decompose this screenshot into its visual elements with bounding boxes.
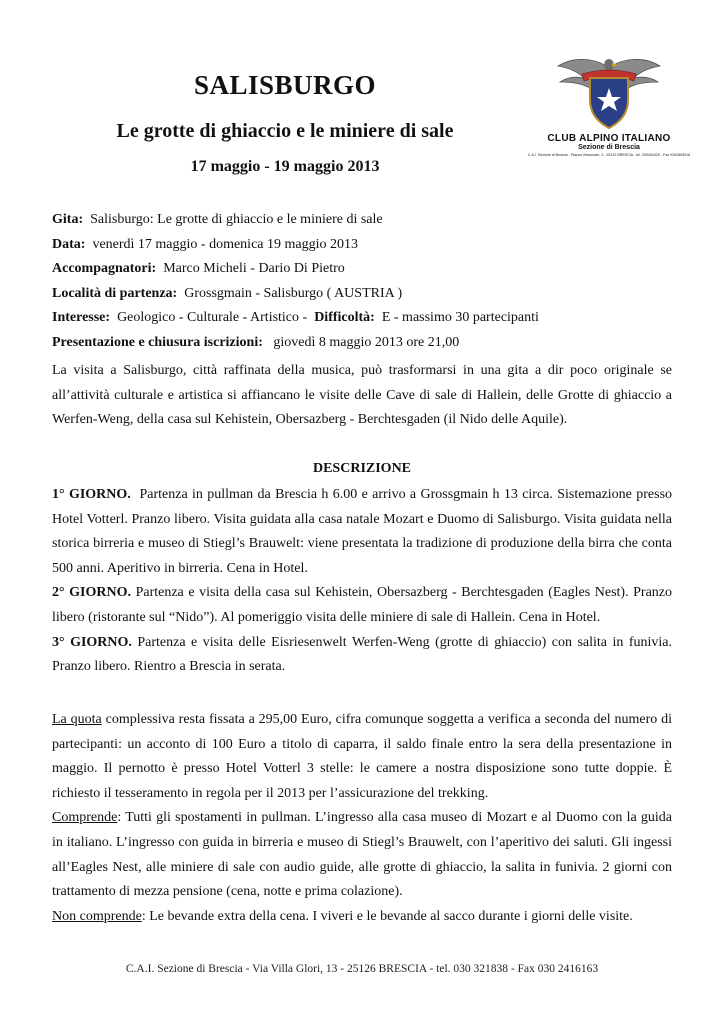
field-data-label: Data:	[52, 236, 86, 252]
field-presentazione-label: Presentazione e chiusura iscrizioni:	[52, 334, 263, 350]
logo-address: C.A.I. Sezione di Brescia - Piazza Vescovato, 3 - 25122 BRESCIA - tel. 030404420 - Fax 0302809918	[527, 153, 691, 157]
itinerary	[52, 483, 672, 680]
field-interesse-label: Interesse:	[52, 310, 111, 325]
field-interesse-value: Geologico - Culturale - Artistico -	[117, 310, 308, 325]
quota-text: complessiva resta fissata a 295,00 Euro, cifra comunque soggetta a verifica a seconda del numero di partecipanti: un acconto di 100 Euro a titolo di caparra, il saldo finale entro la sera della presentazione in maggio. Il pernotto è presso Hotel Votterl 3 stelle: le camere a nostra disposizione sono tutte doppie. È richiesto il tesseramento in regola per il 2013 per l’assicurazione del trekking.	[52, 712, 673, 801]
day-2-label: 2° GIORNO.	[52, 585, 131, 601]
field-accompagnatori-label: Accompagnatori:	[52, 261, 157, 276]
cai-logo	[500, 54, 718, 162]
field-data-value: venerdì 17 maggio - domenica 19 maggio 2013	[92, 236, 358, 252]
day-3-label: 3° GIORNO.	[52, 634, 132, 650]
field-accompagnatori-value: Marco Micheli - Dario Di Pietro	[163, 261, 345, 276]
quota-label: La quota	[52, 712, 102, 727]
non-comprende-paragraph	[52, 905, 672, 930]
page-footer: C.A.I. Sezione di Brescia - Via Villa Glori, 13 - 25126 BRESCIA - tel. 030 321838 - Fax 030 2416163	[125, 963, 599, 975]
trip-dates: 17 maggio - 19 maggio 2013	[190, 158, 380, 175]
field-interesse	[52, 306, 672, 331]
comprende-label: Comprende	[52, 810, 118, 826]
quota-paragraph	[52, 708, 672, 806]
day-1-text: Partenza in pullman da Brescia h 6.00 e arrivo a Grossgmain h 13 circa. Sistemazione presso Hotel Votterl. Pranzo libero. Visita guidata alla casa natale Mozart e Duomo di Salisburgo. Visita guidata nella storica birreria e museo di Stiegl’s Brauwelt: viene presentata la tradizione di produzione della birra che conta 500 anni. Aperitivo in birreria. Cena in Hotel.	[52, 487, 673, 576]
comprende-paragraph	[52, 806, 672, 904]
field-difficolta-value: E - massimo 30 partecipanti	[381, 310, 539, 325]
eagle-shield-star-icon	[552, 54, 666, 132]
field-partenza-label: Località di partenza:	[52, 285, 178, 301]
day-3-text: Partenza e visita delle Eisriesenwelt Werfen-Weng (grotte di ghiaccio) con salita in funivia. Pranzo libero. Rientro a Brescia in serata.	[52, 634, 672, 675]
field-difficolta-label: Difficoltà:	[314, 310, 375, 325]
page-title: SALISBURGO	[193, 70, 377, 100]
day-1-label: 1° GIORNO.	[52, 487, 131, 502]
logo-section: Sezione di Brescia	[578, 144, 640, 151]
non-comprende-label: Non comprende	[52, 908, 142, 924]
trip-details	[52, 208, 672, 355]
day-2-text: Partenza e visita della casa sul Kehistein, Obersazberg - Berchtesgaden (Eagles Nest). Pranzo libero (ristorante sul “Nido”). Al pomeriggio visita delle miniere di sale di Hallein. Cena in Hotel.	[52, 585, 673, 625]
field-data	[52, 233, 672, 258]
non-comprende-text: : Le bevande extra della cena. I viveri e le bevande al sacco durante i giorni delle visite.	[141, 908, 633, 924]
page-subtitle: Le grotte di ghiaccio e le miniere di sale	[116, 120, 454, 142]
field-gita-label: Gita:	[52, 212, 84, 227]
logo-club-name: CLUB ALPINO ITALIANO	[547, 133, 671, 144]
day-1	[52, 483, 672, 581]
field-presentazione-value: giovedì 8 maggio 2013 ore 21,00	[273, 334, 460, 350]
descrizione-heading: DESCRIZIONE	[312, 461, 412, 476]
quota-section	[52, 708, 672, 929]
intro-paragraph: La visita a Salisburgo, città raffinata della musica, può trasformarsi in una gita a dir poco originale se all’attività culturale e artistica si affiancano le visite delle Cave di sale di Hallein, delle Grotte di ghiaccio a Werfen-Weng, della casa sul Kehistein, Obersazberg - Berchtesgaden (il Nido delle Aquile).	[52, 363, 672, 428]
day-3	[52, 631, 672, 680]
field-gita-value: Salisburgo: Le grotte di ghiaccio e le miniere di sale	[90, 212, 383, 227]
field-accompagnatori	[52, 257, 672, 282]
comprende-text: : Tutti gli spostamenti in pullman. L’ingresso alla casa museo di Mozart e al Duomo con la guida in italiano. L’ingresso con guida in birreria e museo di Stiegl’s Brauwelt, con l’aperitivo dei saluti. Gli ingessi all’Eagles Nest, alle miniere di sale con audio guide, alle grotte di ghiaccio, la salita in funivia. 2 giorni con trattamento di mezza pensione (cena, notte e prima colazione).	[52, 810, 672, 900]
day-2	[52, 581, 672, 630]
field-partenza-value: Grossgmain - Salisburgo ( AUSTRIA )	[184, 285, 403, 301]
field-presentazione	[52, 331, 672, 356]
field-partenza	[52, 282, 672, 307]
field-gita	[52, 208, 672, 233]
